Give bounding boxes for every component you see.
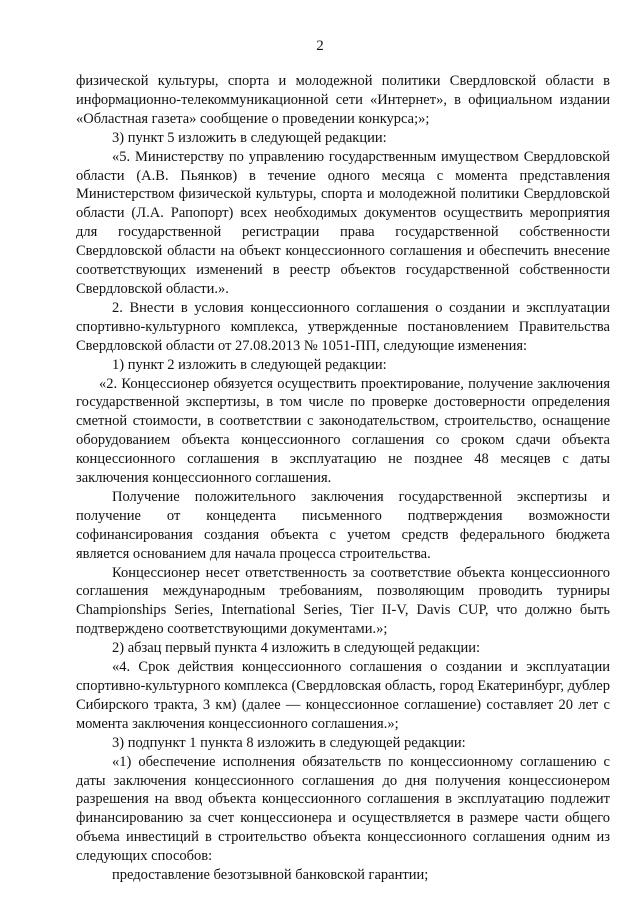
paragraph-point-5-text: «5. Министерству по управлению государственным имуществом Свердловской области (А.В. Пьянков) в течение одного месяца с момента представления Министерством физической культуры, спорта и молодежной политики Свердловской области (Л.А. Рапопорт) всех необходимых документов осуществить мероприятия для государственной регистрации права государственной собственности Свердловской области на объект концессионного соглашения и обеспечить внесение соответствующих изменений в реестр объектов государственной собственности Свердловской области.». <box>76 148 610 297</box>
paragraph-item-3-point-8: 3) подпункт 1 пункта 8 изложить в следующей редакции: <box>112 734 466 751</box>
paragraph-subpoint-1-text: «1) обеспечение исполнения обязательств по концессионному соглашению с даты заключения концессионного соглашения до дня получения концессионером разрешения на ввод объекта концессионного соглашения в эксплуатацию подлежит финансированию за счет концессионера и осуществляется в размере части общего объема инвестиций в строительство объекта концессионного соглашения одним из следующих способов: <box>76 753 610 865</box>
paragraph-point-2-text: «2. Концессионер обязуется осуществить проектирование, получение заключения государственной экспертизы, в том числе по проверке достоверности определения сметной стоимости, в соответствии с законодательством, строительство, оснащение оборудованием объекта концессионного соглашения со сроком сдачи объекта концессионного соглашения в эксплуатацию не позднее 48 месяцев с даты заключения концессионного соглашения. <box>76 375 610 487</box>
page-number: 2 <box>316 38 324 54</box>
paragraph-international-requirements: Концессионер несет ответственность за соответствие объекта концессионного соглашения международным требованиям, позволяющим проводить турниры Championships Series, International Series, Tier II-V, Davis CUP, что должно быть подтверждено соответствующими документами.»; <box>76 564 610 638</box>
paragraph-point-4-text: «4. Срок действия концессионного соглашения о создании и эксплуатации спортивно-культурного комплекса (Свердловская область, город Екатеринбург, дублер Сибирского тракта, 3 км) (далее — концессионное соглашение) составляет 20 лет с момента заключения концессионного соглашения.»; <box>76 659 610 732</box>
paragraph-sport-ministry-announcement: физической культуры, спорта и молодежной политики Свердловской области в информационно-телекоммуникационной сети «Интернет», в официальном издании «Областная газета» сообщение о проведении конкурса;»; <box>76 73 610 127</box>
paragraph-item-3-point-5: 3) пункт 5 изложить в следующей редакции: <box>112 129 387 146</box>
paragraph-bank-guarantee: предоставление безотзывной банковской гарантии; <box>112 867 429 884</box>
document-body <box>76 72 610 885</box>
paragraph-section-2-amend-conditions: 2. Внести в условия концессионного соглашения о создании и эксплуатации спортивно-культурного комплекса, утвержденные постановлением Правительства Свердловской области от 27.08.2013 № 1051-ПП, следующие изменения: <box>76 299 610 354</box>
paragraph-item-1-point-2: 1) пункт 2 изложить в следующей редакции: <box>112 356 387 373</box>
paragraph-expertise-basis: Получение положительного заключения государственной экспертизы и получение от концедента письменного подтверждения возможности софинансирования создания объекта с учетом средств федерального бюджета является основанием для начала процесса строительства. <box>76 488 610 562</box>
paragraph-item-2-point-4: 2) абзац первый пункта 4 изложить в следующей редакции: <box>112 640 481 657</box>
